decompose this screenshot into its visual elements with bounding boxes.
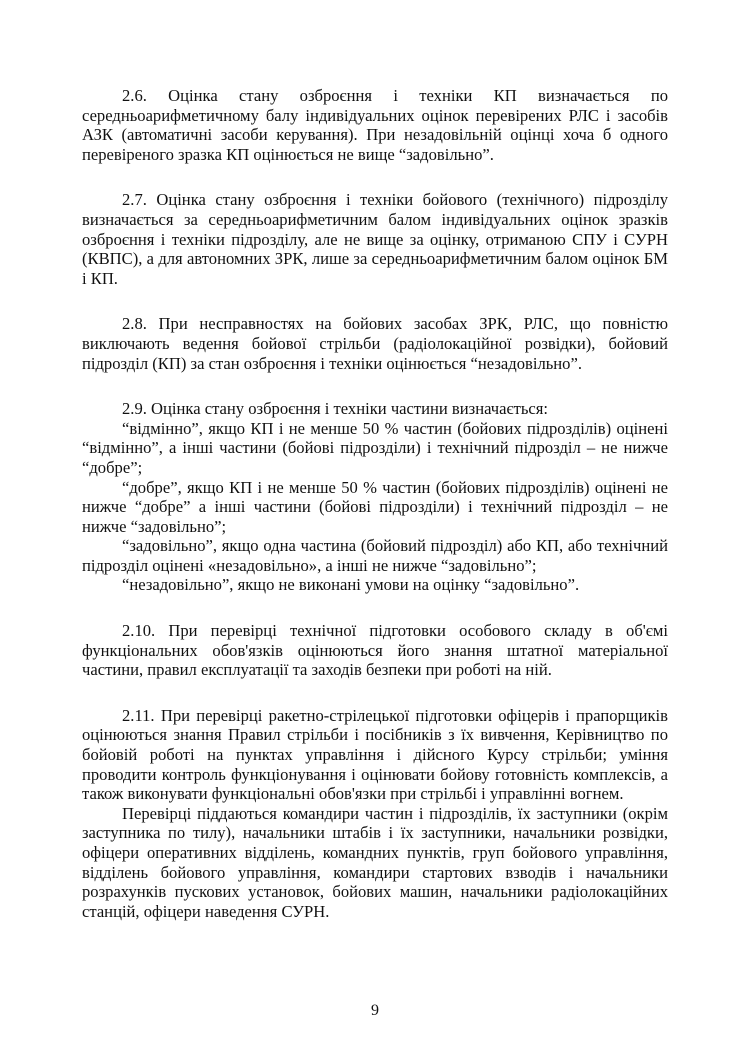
paragraph: “відмінно”, якщо КП і не менше 50 % частин (бойових підрозділів) оцінені “відмінно”, а інші частини (бойові підрозділи) і технічний підрозділ – не нижче “добре”;	[82, 418, 668, 477]
section-2-11	[82, 706, 668, 922]
paragraph: Перевірці піддаються командири частин і підрозділів, їх заступники (окрім заступника по тилу), начальники штабів і їх заступники, начальники розвідки, офіцери оперативних відділень, командних пунктів, груп бойового управління, відділень бойового управління, командири стартових взводів і начальники розрахунків пускових установок, бойових машин, начальники радіолокаційних станцій, офіцери наведення СУРН.	[82, 803, 668, 921]
section-2-6	[82, 86, 668, 164]
section-2-9	[82, 399, 668, 595]
paragraph: 2.6. Оцінка стану озброєння і техніки КП визначається по середньоарифметичному балу індивідуальних оцінок перевірених РЛС і засобів АЗК (автоматичні засоби керування). При незадовільній оцінці хоча б одного перевіреного зразка КП оцінюється не вище “задовільно”.	[82, 86, 668, 164]
section-2-8	[82, 314, 668, 373]
document-body	[82, 86, 668, 921]
paragraph: “задовільно”, якщо одна частина (бойовий підрозділ) або КП, або технічний підрозділ оцінені «незадовільно», а інші не нижче “задовільно”;	[82, 536, 668, 575]
paragraph: 2.8. При несправностях на бойових засобах ЗРК, РЛС, що повністю виключають ведення бойової стрільби (радіолокаційної розвідки), бойовий підрозділ (КП) за стан озброєння і техніки оцінюється “незадовільно”.	[82, 314, 668, 373]
paragraph: “незадовільно”, якщо не виконані умови на оцінку “задовільно”.	[122, 575, 580, 595]
paragraph: “добре”, якщо КП і не менше 50 % частин (бойових підрозділів) оцінені не нижче “добре” а інші частини (бойові підрозділи) і технічний підрозділ – не нижче “задовільно”;	[82, 477, 668, 536]
paragraph: 2.7. Оцінка стану озброєння і техніки бойового (технічного) підрозділу визначається за середньоарифметичним балом індивідуальних оцінок зразків озброєння і техніки підрозділу, але не вище за оцінку, отриманою СПУ і СУРН (КВПС), а для автономних ЗРК, лише за середньоарифметичним балом оцінок БМ і КП.	[82, 190, 668, 288]
paragraph: 2.9. Оцінка стану озброєння і техніки частини визначається:	[122, 399, 549, 419]
section-2-10	[82, 621, 668, 680]
section-2-7	[82, 190, 668, 288]
paragraph: 2.10. При перевірці технічної підготовки особового складу в об'ємі функціональних обов'язків оцінюються його знання штатної матеріальної частини, правил експлуатації та заходів безпеки при роботі на ній.	[82, 621, 668, 680]
paragraph: 2.11. При перевірці ракетно-стрілецької підготовки офіцерів і прапорщиків оцінюються знання Правил стрільби і посібників з їх вивчення, Керівництво по бойовій роботі на пунктах управління і дійсного Курсу стрільби; уміння проводити контроль функціонування і оцінювати бойову готовність комплексів, а також виконувати функціональні обов'язки при стрільбі і управлінні вогнем.	[82, 705, 668, 804]
page-number: 9	[371, 1002, 379, 1019]
